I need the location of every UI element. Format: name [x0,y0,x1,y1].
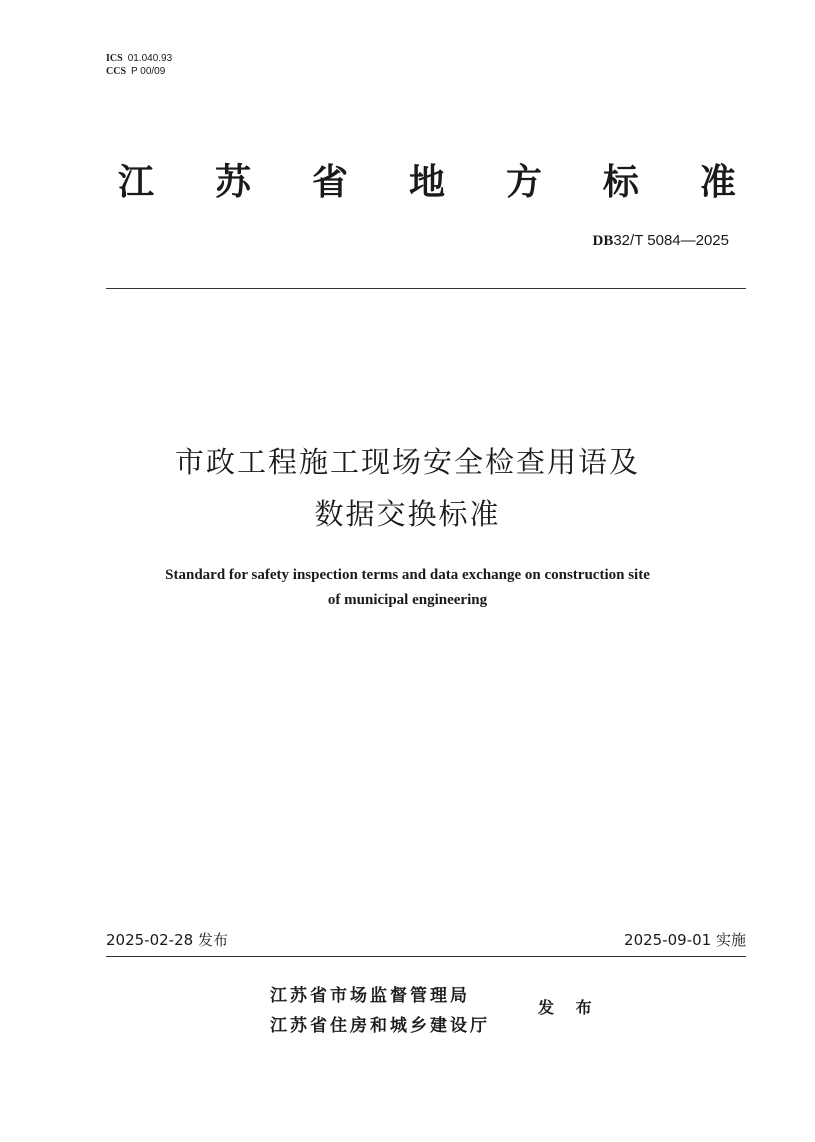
chinese-title-line-2: 数据交换标准 [314,497,501,531]
title-char: 方 [505,162,542,203]
standard-number [593,230,730,251]
standard-number-prefix: DB [592,233,614,249]
issuer-housing-construction: 江苏省住房和城乡建设厅 [270,1016,490,1036]
title-char: 省 [311,162,348,203]
ics-code: 01.040.93 [127,53,173,64]
classification-codes [106,52,172,78]
title-char: 地 [408,162,445,203]
english-title-line-1: Standard for safety inspection terms and data exchange on construction site [165,567,650,583]
implementation-date: 2025-09-01 实施 [624,931,746,949]
title-char: 江 [118,162,155,203]
ics-line [106,52,172,65]
title-char: 准 [699,162,736,203]
title-char: 标 [602,162,639,203]
ccs-code: P 00/09 [131,66,166,77]
ccs-line [106,65,172,78]
issuing-authorities [270,981,490,1041]
title-char: 苏 [214,162,251,203]
bottom-divider [106,956,746,957]
publish-label: 发 布 [538,998,600,1017]
english-title-line-2: of municipal engineering [327,592,488,608]
ccs-label: CCS [106,66,127,77]
issuer-market-regulation: 江苏省市场监督管理局 [270,986,470,1006]
ics-label: ICS [106,53,123,64]
standard-number-value: 32/T 5084—2025 [613,232,729,249]
top-divider [106,288,746,289]
standard-type-title [118,158,736,208]
issue-date: 2025-02-28 发布 [106,931,228,949]
chinese-title-line-1: 市政工程施工现场安全检查用语及 [174,445,640,479]
